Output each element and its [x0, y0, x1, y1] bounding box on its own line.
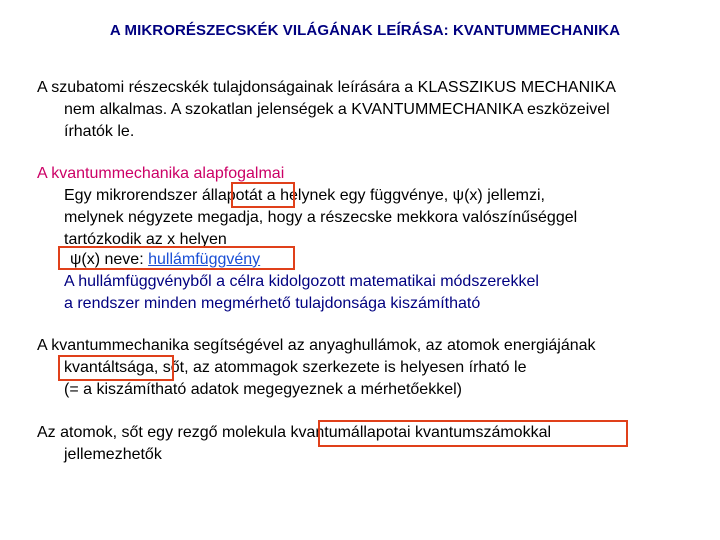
p2-line-5: A hullámfüggvényből a célra kidolgozott matematikai módszerekkel: [64, 273, 539, 290]
highlight-box-kvantaltsaga: [58, 355, 174, 381]
term-kvantumallapotai: kvantumállapotai kvantumszámokkal: [290, 424, 552, 441]
p3-line-3: (= a kiszámítható adatok megegyeznek a mérhetőekkel): [64, 381, 462, 398]
term-allapotat: állapotát: [201, 187, 263, 204]
p2-line-2: melynek négyzete megadja, hogy a részecske mekkora valószínűséggel: [64, 209, 578, 226]
p1-line-1: A szubatomi részecskék tulajdonságainak leírására a KLASSZIKUS MECHANIKA: [37, 79, 616, 96]
highlight-box-hullamfuggveny: [58, 246, 295, 270]
highlight-box-kvantumallapotai: [318, 420, 628, 447]
term-kvantaltsaga: kvantáltsága,: [64, 359, 159, 376]
page-title: A MIKRORÉSZECSKÉK VILÁGÁNAK LEÍRÁSA: KVANTUMMECHANIKA: [109, 22, 621, 39]
p2-line-1-start: Egy mikrorendszer: [64, 187, 202, 204]
p1-line-2: nem alkalmas. A szokatlan jelenségek a KVANTUMMECHANIKA eszközeivel: [64, 101, 610, 118]
p2-line-1-end: a helynek egy függvénye, ψ(x) jellemzi,: [262, 187, 545, 204]
p3-line-1: A kvantummechanika segítségével az anyaghullámok, az atomok energiájának: [37, 337, 596, 354]
highlight-box-allapotat: [231, 182, 295, 208]
p1-line-3: írhatók le.: [64, 123, 135, 140]
section-heading: A kvantummechanika alapfogalmai: [37, 165, 285, 182]
p2-line-6: a rendszer minden megmérhető tulajdonsága kiszámítható: [64, 295, 481, 312]
psi-label: ψ(x) neve:: [70, 251, 149, 268]
p4-line-2: jellemezhetők: [64, 446, 162, 463]
p4-line-1-start: Az atomok, sőt egy rezgő molekula: [37, 424, 291, 441]
term-hullamfuggveny: hullámfüggvény: [148, 251, 261, 268]
p2-line-1: [64, 186, 545, 206]
p3-line-2-end: sőt, az atommagok szerkezete is helyesen írható le: [158, 359, 527, 376]
p2-line-3: tartózkodik az x helyen: [64, 231, 227, 248]
